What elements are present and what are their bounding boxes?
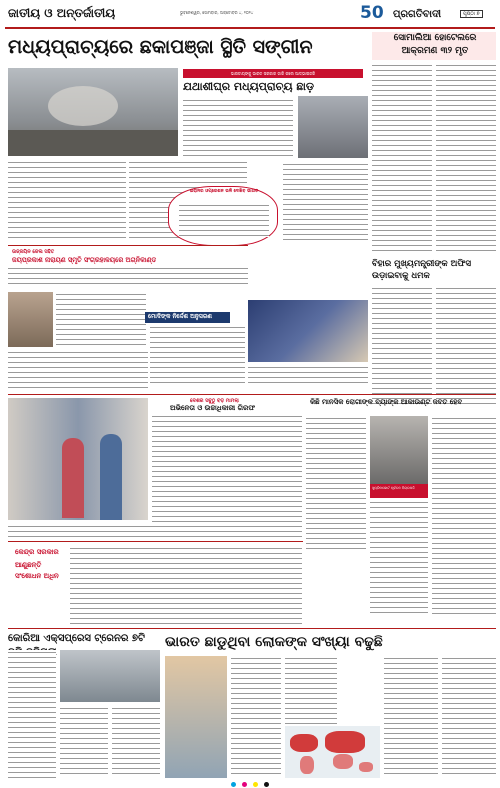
somalia-headline: ସୋମାଲିଆ ହୋଟେଲରେ ଆକ୍ରମଣ ୩୨ ମୃତ (393, 33, 477, 56)
court-text-col2 (432, 416, 496, 616)
color-registration-bar (0, 781, 500, 788)
emigration-text-col4 (442, 656, 496, 778)
korea-headline: କୋରିଆ ଏକ୍ସପ୍ରେସ ଟ୍ରେନର ୭ଟି (8, 633, 145, 644)
crowd-photo (8, 292, 53, 347)
masthead-rule (5, 27, 495, 29)
modi-headline: ମୋଦିଙ୍କ ନିର୍ଦ୍ଦେଶ ଅନୁସରଣ (148, 313, 212, 320)
delhi-kicker: ଦେଶର ସବୁଠୁ ବଡ଼ ମାମଲା (190, 398, 239, 404)
korea-text-col3 (112, 706, 160, 778)
logo-number: 50 (360, 3, 384, 23)
court-headline: କିଛି ମାନସିକ ରୋଗୀଙ୍କ ବ୍ୟାଙ୍କ ଆକାଉଣ୍ଟ ଜବତ ହେବ (310, 398, 463, 406)
emigration-text-col3 (384, 656, 438, 778)
ujjain-text-right (56, 292, 146, 347)
section-title: ଜାତୀୟ ଓ ଅନ୍ତର୍ଜାତୀୟ (8, 6, 116, 20)
lead-text-col3 (183, 98, 293, 158)
somalia-text-col2 (436, 63, 496, 251)
court-text-col3 (370, 500, 428, 616)
train-photo (60, 650, 160, 702)
dateline: ଭୁବନେଶ୍ୱର, ସୋମବାର, ଅକ୍ଟୋବର ୪, ୨୦୨୪ (180, 10, 254, 15)
somalia-text-col1 (372, 63, 432, 251)
lead-photo (8, 68, 178, 156)
ujjain-text-bottom (8, 350, 148, 388)
lead-headline: ମଧ୍ୟପ୍ରାଚ୍ୟରେ ଛକାପଞ୍ଜା ସ୍ଥିତି ସଙ୍ଗୀନ (8, 36, 313, 58)
korea-text-col2 (60, 706, 108, 778)
delhi-headline: ଅଭିନେତା ଓ ଉଚ୍ଚାଧିକାରୀ ଗିରଫ (170, 404, 256, 412)
ujjain-kicker: ଉଜ୍ଜୟିନ ଜେଲ ସହିତ (12, 249, 55, 255)
modi-text (150, 325, 245, 385)
modi-caption (248, 365, 368, 387)
ministry-headline: ଆଣୁଛନ୍ତି ସଂଶୋଧନ ଅଧିନ (15, 561, 59, 580)
court-text-col1 (306, 416, 366, 551)
lead-subhead: ଯଥାଶୀଘ୍ର ମଧ୍ୟପ୍ରାଚ୍ୟ ଛାଡ଼ (183, 80, 314, 93)
officials-caption (8, 524, 158, 538)
officials-photo (8, 398, 148, 520)
bihar-text-col2 (436, 286, 496, 406)
ujjain-text (8, 266, 248, 288)
delhi-text (152, 414, 302, 539)
ujjain-headline: ଜୟପ୍ରକାଶ ନାରାୟଣ ସ୍ମୃତି ସଂଗ୍ରହାଳୟରେ ଅଗ୍ନିକାଣ୍ଡ (12, 256, 157, 264)
iran-box (168, 186, 278, 246)
lead-text-col1 (8, 160, 126, 240)
page-number: ପୃଷ୍ଠା ୭ (460, 10, 483, 18)
emigration-text-col1 (231, 656, 281, 778)
emigration-headline: ଭାରତ ଛାଡୁଥିବା ଲୋକଙ୍କ ସଂଖ୍ୟା ବଢୁଛି (165, 634, 383, 650)
airport-photo (298, 96, 368, 158)
lead-kicker: ଭାରତୀୟଙ୍କୁ ଭାରତ ସରକାର ଜାରି କଲେ ଆଡ୍ଭାଇଜରି (183, 69, 363, 78)
modi-meeting-photo (248, 300, 368, 362)
iran-box-title: ଇରାନର ଓପ୍ରେଶନ ଭଳି ଦେଖିବ ଭାରତ (189, 189, 259, 194)
lead-text-col4 (283, 162, 368, 242)
bihar-text-col1 (372, 286, 432, 406)
airport-queue-photo (165, 656, 227, 778)
judge-photo (370, 416, 428, 484)
ministry-kicker: କେନ୍ଦ୍ର ସରକାର (15, 548, 59, 556)
bihar-headline: ବିହାର ମୁଖ୍ୟମନ୍ତ୍ରୀଙ୍କ ଅଫିସ ଉଡ଼ାଇବାକୁ ଧମକ (372, 259, 472, 281)
korea-text-col1 (8, 650, 56, 778)
logo-text: ପ୍ରଗତିବାଦୀ (393, 9, 442, 20)
world-map (285, 726, 380, 778)
judge-caption: ସୁପ୍ରିମକୋର୍ଟ ପୂର୍ବତନ ବିଚାରପତି (372, 486, 415, 490)
ministry-text (70, 546, 302, 626)
emigration-text-col2 (285, 656, 337, 724)
